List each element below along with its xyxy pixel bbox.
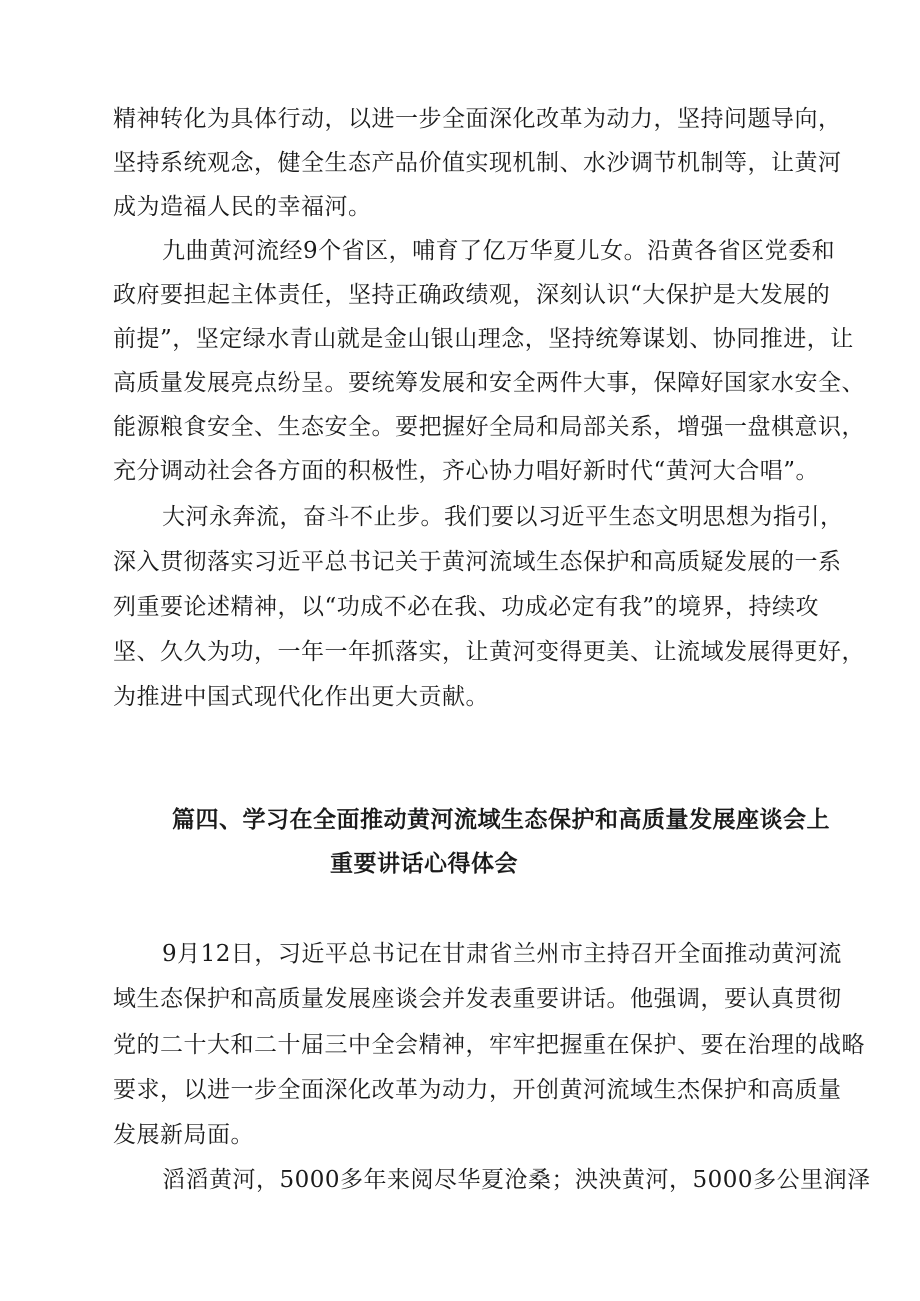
paragraph-line: 发展新局面。 [113,1122,254,1148]
paragraph-line: 能源粮食安全、生态安全。要把握好全局和局部关系，增强一盘棋意识， [113,414,865,440]
paragraph-line: 政府要担起主体责任，坚持正确政绩观，深刻认识“大保护是大发展的 [113,282,831,308]
paragraph-line: 为推进中国式现代化作出更大贡献。 [113,684,489,710]
paragraph-line: 坚持系统观念，健全生态产品价值实现机制、水沙调节机制等，让黄河 [113,150,842,176]
paragraph-line: 坚、久久为功，一年一年抓落实，让黄河变得更美、让流域发展得更好， [113,639,865,665]
paragraph-line: 深入贯彻落实习近平总书记关于黄河流域生态保护和高质疑发展的一系 [113,549,842,575]
paragraph-line: 9月12日，习近平总书记在甘肃省兰州市主持召开全面推动黄河流 [162,941,842,967]
paragraph-line: 党的二十大和二十届三中全会精神，牢牢把握重在保护、要在治理的战略 [113,1032,865,1058]
paragraph-line: 要求，以进一步全面深化改革为动力，开创黄河流域生杰保护和高质量 [113,1077,842,1103]
paragraph-line: 充分调动社会各方面的积极性，齐心协力唱好新时代“黄河大合唱”。 [113,458,820,484]
section-heading-line-2: 重要讲话心得体会 [330,851,518,877]
paragraph-line: 前提”，坚定绿水青山就是金山银山理念，坚持统筹谋划、协同推进，让 [113,326,854,352]
paragraph-line: 高质量发展亮点纷呈。要统筹发展和安全两件大事，保障好国家水安全、 [113,370,865,396]
paragraph-line: 大河永奔流，奋斗不止步。我们要以习近平生态文明思想为指引， [162,504,844,530]
paragraph-line: 精神转化为具体行动，以进一步全面深化改革为动力，坚持问题导向， [113,106,842,132]
paragraph-line: 九曲黄河流经9个省区，哺育了亿万华夏儿女。沿黄各省区党委和 [162,238,836,264]
paragraph-line: 列重要论述精神，以“功成不必在我、功成必定有我”的境界，持续攻 [113,594,820,620]
paragraph-line: 滔滔黄河，5000多年来阅尽华夏沧桑；泱泱黄河，5000多公里润泽 [162,1167,871,1193]
section-heading-line-1: 篇四、学习在全面推动黄河流域生态保护和高质量发展座谈会上 [172,807,830,833]
paragraph-line: 成为造福人民的幸福河。 [113,194,372,220]
paragraph-line: 域生态保护和高质量发展座谈会并发表重要讲话。他强调，要认真贯彻 [113,986,842,1012]
